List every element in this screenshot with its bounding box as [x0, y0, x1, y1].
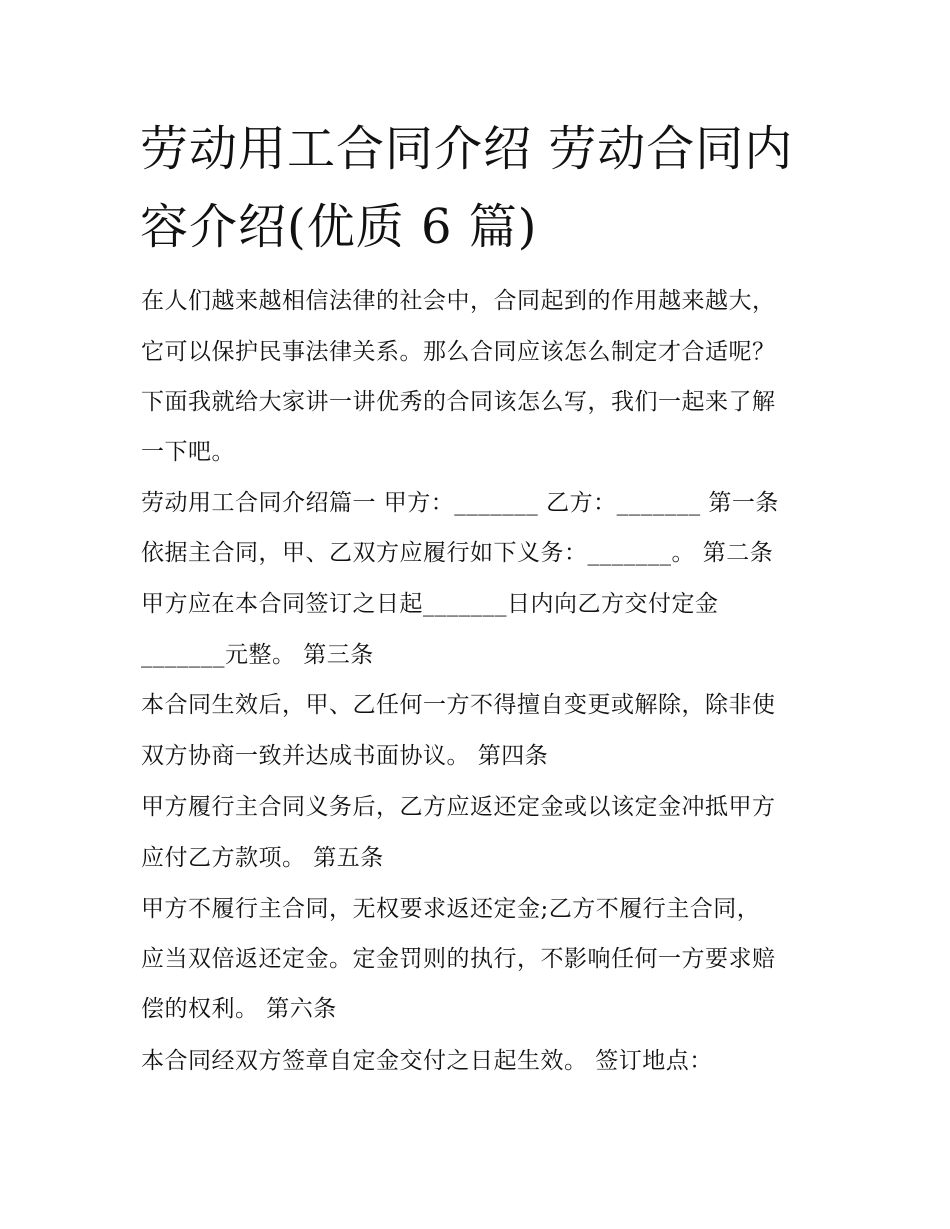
body-line: 甲方不履行主合同，无权要求返还定金;乙方不履行主合同，: [141, 896, 761, 922]
body-line: 本合同经双方签章自定金交付之日起生效。 签订地点：: [141, 1048, 713, 1074]
body-line: 双方协商一致并达成书面协议。 第四条: [141, 743, 549, 769]
body-line: 一下吧。: [141, 439, 235, 465]
body-line: 本合同生效后，甲、乙任何一方不得擅自变更或解除，除非使: [141, 692, 776, 718]
body-line: 甲方应在本合同签订之日起_______日内向乙方交付定金: [141, 591, 719, 617]
body-line: 偿的权利。 第六条: [141, 996, 337, 1022]
body-line: 劳动用工合同介绍篇一 甲方：_______ 乙方：_______ 第一条: [141, 490, 779, 516]
body-line: 下面我就给大家讲一讲优秀的合同该怎么写，我们一起来了解: [141, 389, 776, 415]
body-line: 依据主合同，甲、乙双方应履行如下义务：_______。 第二条: [141, 540, 774, 566]
body-line: 应付乙方款项。 第五条: [141, 845, 384, 871]
body-line: 应当双倍返还定金。定金罚则的执行，不影响任何一方要求赔: [141, 946, 776, 972]
body-line: 在人们越来越相信法律的社会中，合同起到的作用越来越大，: [141, 288, 776, 314]
document-title: 劳动用工合同介绍 劳动合同内容介绍(优质 6 篇): [140, 121, 794, 255]
body-line: 它可以保护民事法律关系。那么合同应该怎么制定才合适呢？: [141, 339, 776, 365]
body-line: _______元整。 第三条: [141, 642, 374, 668]
body-line: 甲方履行主合同义务后，乙方应返还定金或以该定金冲抵甲方: [141, 794, 776, 820]
